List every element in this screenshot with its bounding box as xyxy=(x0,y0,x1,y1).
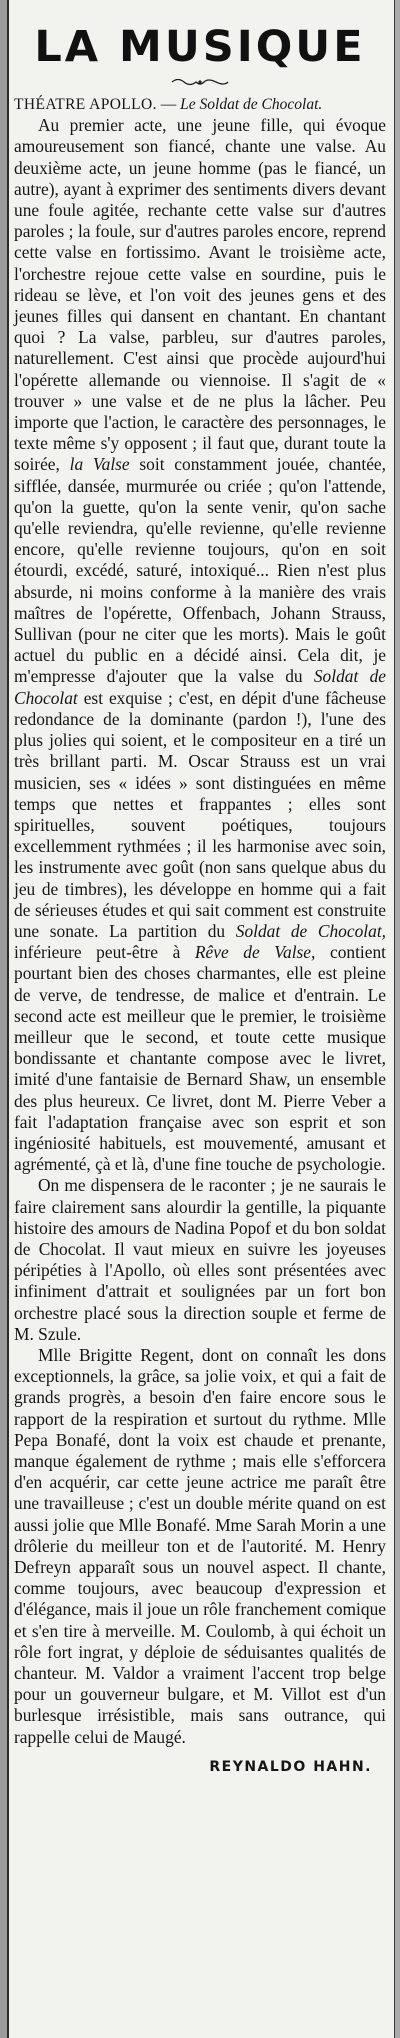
flourish-icon xyxy=(170,76,230,88)
author-signature: REYNALDO HAHN. xyxy=(209,1758,372,1775)
left-column-rule xyxy=(0,0,9,2038)
italic-title: Soldat de Chocolat xyxy=(14,666,386,708)
text-run: contient pourtant bien des choses charmantes, elle est pleine de verve, de tendresse, de malice et d'entrain. Le second acte est meilleur que le premier, le troisième meilleur que le second, et toute cette musique bondissante et chantante compose avec le livret, imité d'une fantaisie de Bernard Shaw, un ensemble des plus heureux. Ce livret, dont M. Pierre Veber a fait l'adaptation française avec son esprit et son ingéniosité habituels, est mouvementé, amusant et agrémenté, çà et là, d'une fine touche de psychologie. xyxy=(14,942,386,1175)
article-column xyxy=(14,22,386,1776)
title-ornament xyxy=(14,74,386,90)
paragraph-2: On me dispensera de le raconter ; je ne saurais le faire clairement sans alourdir la gentille, la piquante histoire des amours de Nadina Popof et du bon soldat de Chocolat. Il vaut mieux en suivre les joyeuses péripéties à l'Apollo, où elles sont présentées avec infiniment d'attrait et soulignées par un fort bon orchestre placé sous la direction souple et ferme de M. Szule. xyxy=(14,1175,386,1344)
paragraph-1-body xyxy=(14,115,386,1175)
italic-title: Rêve de Valse, xyxy=(194,942,316,963)
venue-name: THÉATRE APOLLO. xyxy=(14,96,157,113)
section-title: LA MUSIQUE xyxy=(34,22,366,72)
text-run: soit constamment jouée, chantée, sifflée, dansée, murmurée ou criée ; qu'on l'attende, qu'on la guette, qu'on la sente venir, qu'on sache qu'elle reviendra, qu'elle revienne, qu'elle revienne encore, qu'elle revienne toujours, qu'on en soit étourdi, excédé, saturé, intoxiqué... Rien n'est plus absurde, ni moins conforme à la manière des vrais maîtres de l'opérette, Offenbach, Johann Strauss, Sullivan (pour ne citer que les morts). Mais le goût actuel du public en a décidé ainsi. Cela dit, je m'empresse d'ajouter que la valse du xyxy=(14,454,386,687)
text-run: Au premier acte, une jeune fille, qui évoque amoureusement son fiancé, chante une valse. Au deuxième acte, un jeune homme (pas le fiancé, un autre), ayant à exprimer des sentiments divers devant une foule agitée, rechante cette valse sur d'autres paroles ; la foule, sur d'autres paroles encore, reprend cette valse en fortissimo. Avant le troisième acte, l'orchestre rejoue cette valse en sourdine, puis le rideau se lève, et l'on voit des jeunes gens et des jeunes filles qui dansent en chantant. En chantant quoi ? La valse, parbleu, sur d'autres paroles, naturellement. C'est ainsi que procède aujourd'hui l'opérette allemande ou viennoise. Il s'agit de « trouver » une valse et de ne plus la lâcher. Peu importe que l'action, le caractère des personnages, le texte même s'y opposent ; il faut que, durant toute la soirée, xyxy=(14,115,386,475)
paragraph-3: Mlle Brigitte Regent, dont on connaît les dons exceptionnels, la grâce, sa jolie voix, et qui a fait de grands progrès, a besoin d'en faire encore sous le rapport de la respiration et surtout du rythme. Mlle Pepa Bonafé, dont la voix est chaude et prenante, manque également de rythme ; mais elle s'efforcera d'en acquérir, car cette jeune actrice me paraît être une travailleuse ; c'est un double mérite quand on est aussi jolie que Mlle Bonafé. Mme Sarah Morin a une drôlerie du meilleur ton et de l'autorité. M. Henry Defreyn apparaît sous un nouvel aspect. Il chante, comme toujours, avec beaucoup d'expression et d'élégance, mais il joue un rôle franchement comique et s'en tire à merveille. M. Coulomb, à qui échoit un rôle fort ingrat, y déploie de séduisantes qualités de chanteur. M. Valdor a vraiment l'accent trop belge pour un gouverneur bulgare, et M. Villot est d'un burlesque irrésistible, mais sans outrance, qui rappelle celui de Maugé. xyxy=(14,1344,386,1747)
italic-title: Soldat de Chocolat, xyxy=(235,920,386,941)
review-body xyxy=(14,94,386,1748)
paragraph-1 xyxy=(14,94,386,115)
show-title: Le Soldat de Chocolat. xyxy=(180,96,323,113)
right-column-rule xyxy=(394,0,400,2038)
text-run: est exquise ; c'est, en dépit d'une fâcheuse redondance de la dominante (pardon !), l'une des plus jolies qui soient, et le compositeur en a tiré un très brillant parti. M. Oscar Strauss est un vrai musicien, ses « idées » sont distinguées en même temps que nettes et frappantes ; elles sont spirituelles, souvent poétiques, toujours excellemment rythmées ; il les harmonise avec soin, les instrumente avec goût (non sans quelque abus du jeu de timbres), les développe en homme qui a fait de sérieuses études et qui sait comment est construite une sonate. La partition du xyxy=(14,687,386,941)
text-run: inférieure peut-être à xyxy=(14,942,195,963)
italic-title: la Valse xyxy=(69,454,130,475)
dateline-dash: — xyxy=(156,96,181,113)
